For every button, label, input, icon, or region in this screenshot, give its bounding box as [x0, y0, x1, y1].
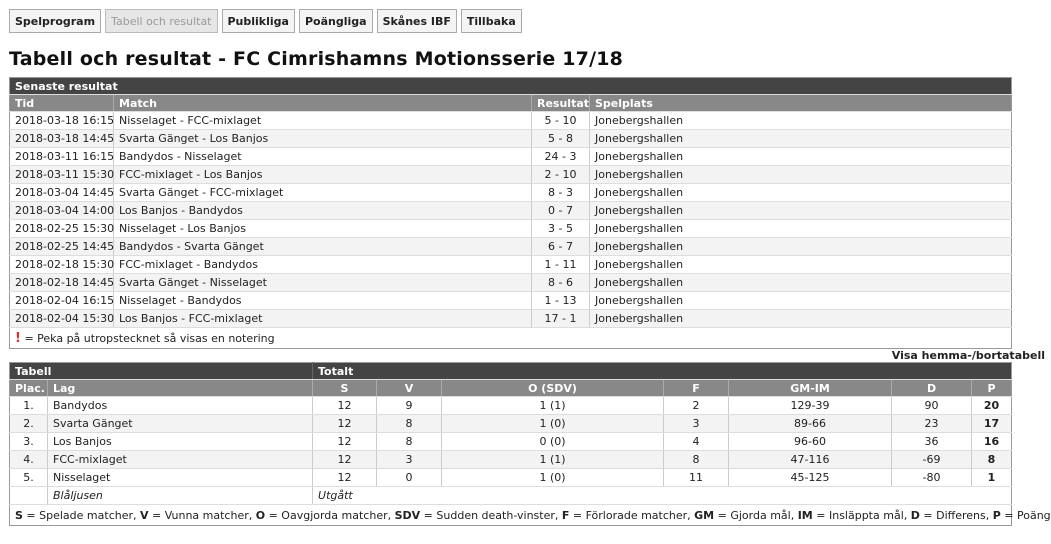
result-match: Bandydos - Nisselaget: [114, 148, 532, 166]
result-venue: Jonebergshallen: [590, 166, 1012, 184]
team-draws: 1 (1): [442, 451, 664, 469]
legend-text: = Insläppta mål,: [812, 508, 911, 522]
result-score: 0 - 7: [532, 202, 590, 220]
team-points: 20: [972, 397, 1012, 415]
team-name: Los Banjos: [48, 433, 313, 451]
legend-key: P: [992, 508, 1001, 522]
standings-col-v: V: [377, 380, 442, 397]
result-time: 2018-02-04 15:30: [10, 310, 114, 328]
result-venue: Jonebergshallen: [590, 274, 1012, 292]
team-placement: 3.: [10, 433, 48, 451]
team-draws: 0 (0): [442, 433, 664, 451]
legend-text: = Differens,: [919, 508, 993, 522]
standings-col-gm-im: GM-IM: [729, 380, 892, 397]
standings-legend: [10, 505, 1051, 526]
team-diff: 90: [892, 397, 972, 415]
result-time: 2018-02-18 15:30: [10, 256, 114, 274]
team-points: 8: [972, 451, 1012, 469]
team-goals: 96-60: [729, 433, 892, 451]
result-match: Los Banjos - Bandydos: [114, 202, 532, 220]
results-table: [9, 77, 1012, 349]
withdrawn-team-name: Blåljusen: [48, 487, 313, 505]
standings-col-s: S: [313, 380, 377, 397]
result-time: 2018-03-04 14:45: [10, 184, 114, 202]
result-score: 2 - 10: [532, 166, 590, 184]
legend-text: = Oavgjorda matcher,: [265, 508, 395, 522]
results-col-resultat: Resultat: [532, 95, 590, 112]
result-time: 2018-02-25 15:30: [10, 220, 114, 238]
results-section-title: Senaste resultat: [10, 78, 1012, 95]
standings-col-d: D: [892, 380, 972, 397]
result-venue: Jonebergshallen: [590, 148, 1012, 166]
results-row: [10, 220, 1012, 238]
legend-key: F: [561, 508, 570, 522]
result-score: 1 - 13: [532, 292, 590, 310]
legend-text: = Sudden death-vinster,: [420, 508, 562, 522]
result-match: Los Banjos - FCC-mixlaget: [114, 310, 532, 328]
legend-text: = Poäng: [1000, 508, 1051, 522]
result-match: Nisselaget - Los Banjos: [114, 220, 532, 238]
legend-key: IM: [797, 508, 813, 522]
results-row: [10, 292, 1012, 310]
result-venue: Jonebergshallen: [590, 112, 1012, 130]
team-draws: 1 (0): [442, 469, 664, 487]
nav-tillbaka-button[interactable]: Tillbaka: [461, 9, 522, 33]
result-time: 2018-03-11 16:15: [10, 148, 114, 166]
team-played: 12: [313, 433, 377, 451]
team-lost: 8: [664, 451, 729, 469]
result-venue: Jonebergshallen: [590, 202, 1012, 220]
team-placement: 4.: [10, 451, 48, 469]
team-name: FCC-mixlaget: [48, 451, 313, 469]
result-score: 8 - 6: [532, 274, 590, 292]
legend-key: O: [255, 508, 266, 522]
result-match: Svarta Gänget - FCC-mixlaget: [114, 184, 532, 202]
result-match: Svarta Gänget - Nisselaget: [114, 274, 532, 292]
result-match: Nisselaget - FCC-mixlaget: [114, 112, 532, 130]
standings-row: [10, 433, 1012, 451]
results-row: [10, 130, 1012, 148]
standings-col-plac: Plac.: [10, 380, 48, 397]
nav-skanes-ibf-button[interactable]: Skånes IBF: [377, 9, 457, 33]
results-row: [10, 112, 1012, 130]
team-diff: -69: [892, 451, 972, 469]
team-lost: 3: [664, 415, 729, 433]
results-row: [10, 184, 1012, 202]
note-exclamation-icon[interactable]: !: [15, 330, 21, 346]
result-match: Bandydos - Svarta Gänget: [114, 238, 532, 256]
result-time: 2018-03-18 16:15: [10, 112, 114, 130]
team-won: 8: [377, 415, 442, 433]
team-points: 16: [972, 433, 1012, 451]
legend-key: GM: [694, 508, 715, 522]
legend-text: = Vunna matcher,: [148, 508, 256, 522]
team-won: 0: [377, 469, 442, 487]
team-goals: 89-66: [729, 415, 892, 433]
team-diff: 23: [892, 415, 972, 433]
team-played: 12: [313, 469, 377, 487]
legend-key: V: [140, 508, 149, 522]
standings-row: [10, 397, 1012, 415]
result-venue: Jonebergshallen: [590, 130, 1012, 148]
legend-key: S: [15, 508, 23, 522]
result-venue: Jonebergshallen: [590, 220, 1012, 238]
result-venue: Jonebergshallen: [590, 292, 1012, 310]
standings-col-lag: Lag: [48, 380, 313, 397]
result-score: 8 - 3: [532, 184, 590, 202]
result-venue: Jonebergshallen: [590, 238, 1012, 256]
standings-row: [10, 451, 1012, 469]
team-won: 8: [377, 433, 442, 451]
team-goals: 47-116: [729, 451, 892, 469]
result-time: 2018-03-04 14:00: [10, 202, 114, 220]
nav-publikliga-button[interactable]: Publikliga: [222, 9, 295, 33]
legend-key: SDV: [394, 508, 421, 522]
team-placement: 2.: [10, 415, 48, 433]
team-placement: 5.: [10, 469, 48, 487]
result-score: 5 - 10: [532, 112, 590, 130]
result-match: FCC-mixlaget - Bandydos: [114, 256, 532, 274]
team-points: 1: [972, 469, 1012, 487]
page-title: Tabell och resultat - FC Cimrishamns Motionsserie 17/18: [9, 48, 624, 70]
team-name: Svarta Gänget: [48, 415, 313, 433]
results-col-spelplats: Spelplats: [590, 95, 1012, 112]
results-row: [10, 274, 1012, 292]
standings-row: [10, 469, 1012, 487]
result-match: FCC-mixlaget - Los Banjos: [114, 166, 532, 184]
result-match: Nisselaget - Bandydos: [114, 292, 532, 310]
result-score: 6 - 7: [532, 238, 590, 256]
results-row: [10, 202, 1012, 220]
results-row: [10, 238, 1012, 256]
home-away-table-link[interactable]: Visa hemma-/bortatabell: [891, 349, 1045, 362]
withdrawn-team-row: [10, 487, 1012, 505]
legend-text: = Spelade matcher,: [22, 508, 140, 522]
results-note: [10, 328, 1012, 349]
result-venue: Jonebergshallen: [590, 184, 1012, 202]
team-name: Bandydos: [48, 397, 313, 415]
team-lost: 2: [664, 397, 729, 415]
nav-tabell-och-resultat-button[interactable]: Tabell och resultat: [105, 9, 217, 33]
result-time: 2018-02-18 14:45: [10, 274, 114, 292]
team-draws: 1 (1): [442, 397, 664, 415]
standings-col-p: P: [972, 380, 1012, 397]
team-diff: -80: [892, 469, 972, 487]
nav-poangliga-button[interactable]: Poängliga: [299, 9, 373, 33]
standings-table: [9, 362, 1051, 526]
result-time: 2018-02-25 14:45: [10, 238, 114, 256]
result-score: 17 - 1: [532, 310, 590, 328]
team-placement: 1.: [10, 397, 48, 415]
standings-row: [10, 415, 1012, 433]
legend-key: D: [910, 508, 920, 522]
main-nav: [9, 9, 522, 33]
nav-spelprogram-button[interactable]: Spelprogram: [9, 9, 101, 33]
result-venue: Jonebergshallen: [590, 256, 1012, 274]
result-match: Svarta Gänget - Los Banjos: [114, 130, 532, 148]
result-time: 2018-03-11 15:30: [10, 166, 114, 184]
result-time: 2018-03-18 14:45: [10, 130, 114, 148]
note-text: = Peka på utropstecknet så visas en notering: [24, 331, 275, 345]
team-draws: 1 (0): [442, 415, 664, 433]
team-goals: 45-125: [729, 469, 892, 487]
results-row: [10, 310, 1012, 328]
result-score: 24 - 3: [532, 148, 590, 166]
standings-col-f: F: [664, 380, 729, 397]
results-row: [10, 148, 1012, 166]
legend-text: = Förlorade matcher,: [569, 508, 695, 522]
legend-text: = Gjorda mål,: [714, 508, 798, 522]
result-time: 2018-02-04 16:15: [10, 292, 114, 310]
results-col-match: Match: [114, 95, 532, 112]
results-row: [10, 166, 1012, 184]
team-played: 12: [313, 451, 377, 469]
team-won: 3: [377, 451, 442, 469]
team-lost: 4: [664, 433, 729, 451]
team-diff: 36: [892, 433, 972, 451]
team-won: 9: [377, 397, 442, 415]
result-score: 5 - 8: [532, 130, 590, 148]
withdrawn-team-status: Utgått: [313, 487, 1012, 505]
team-name: Nisselaget: [48, 469, 313, 487]
team-played: 12: [313, 397, 377, 415]
results-row: [10, 256, 1012, 274]
result-score: 1 - 11: [532, 256, 590, 274]
team-points: 17: [972, 415, 1012, 433]
standings-col-o-sdv: O (SDV): [442, 380, 664, 397]
standings-section-totalt: Totalt: [313, 363, 1012, 380]
result-score: 3 - 5: [532, 220, 590, 238]
standings-section-tabell: Tabell: [10, 363, 313, 380]
result-venue: Jonebergshallen: [590, 310, 1012, 328]
results-col-tid: Tid: [10, 95, 114, 112]
team-played: 12: [313, 415, 377, 433]
team-lost: 11: [664, 469, 729, 487]
team-goals: 129-39: [729, 397, 892, 415]
